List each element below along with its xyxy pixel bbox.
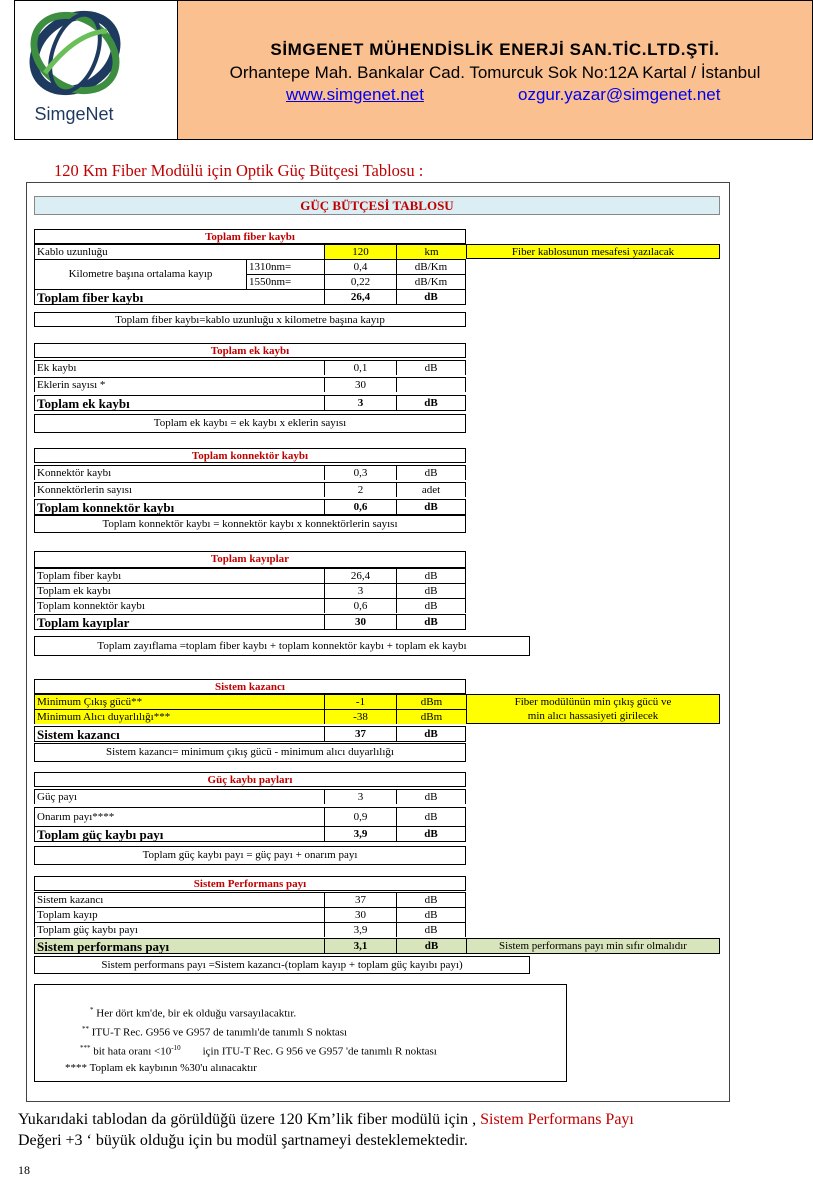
min-output-power-unit: dBm <box>396 694 466 709</box>
power-margin-value: 3 <box>324 789 396 804</box>
footnote-1-mark: * <box>90 1006 94 1014</box>
losses-splice-unit: dB <box>396 583 466 598</box>
avg-loss-label: Kilometre başına ortalama kayıp <box>34 259 246 289</box>
repair-margin-label: Onarım payı**** <box>34 807 324 826</box>
section-heading: 120 Km Fiber Modülü için Optik Güç Bütçesi Tablosu : <box>54 161 424 180</box>
footnote-4 <box>65 1062 257 1074</box>
gain-total-label: Sistem kazancı <box>34 726 324 742</box>
splice-loss-value: 0,1 <box>324 360 396 375</box>
footnote-2 <box>82 1025 347 1039</box>
perf-loss-label: Toplam kayıp <box>34 907 324 922</box>
page-number: 18 <box>18 1163 30 1177</box>
wavelength-1550-unit: dB/Km <box>396 274 466 289</box>
splice-formula: Toplam ek kaybı = ek kaybı x eklerin sayısı <box>34 414 466 433</box>
simgenet-logo-icon <box>15 3 133 103</box>
splice-loss-label: Ek kaybı <box>34 360 324 375</box>
connector-loss-value: 0,3 <box>324 465 396 480</box>
perf-gain-label: Sistem kazancı <box>34 892 324 907</box>
perf-total-note: Sistem performans payı min sıfır olmalıdır <box>466 938 720 954</box>
gain-note-line2: min alıcı hassasiyeti girilecek <box>466 709 720 724</box>
losses-fiber-value: 26,4 <box>324 568 396 583</box>
perf-total-value: 3,1 <box>324 938 396 954</box>
perf-total-unit: dB <box>396 938 466 954</box>
footnote-3-exponent: -10 <box>171 1044 181 1052</box>
footnote-3-text-b: için ITU-T Rec. G 956 ve G957 'de tanımlı R noktası <box>202 1045 437 1058</box>
losses-total-label: Toplam kayıplar <box>34 614 324 630</box>
splice-total-value: 3 <box>324 395 396 411</box>
perf-margin-unit: dB <box>396 922 466 937</box>
connector-loss-label: Konnektör kaybı <box>34 465 324 480</box>
splice-total-label: Toplam ek kaybı <box>34 395 324 411</box>
email-address[interactable]: ozgur.yazar@simgenet.net <box>518 85 721 104</box>
connector-count-unit: adet <box>396 482 466 497</box>
perf-total-label: Sistem performans payı <box>34 938 324 954</box>
fiber-formula: Toplam fiber kaybı=kablo uzunluğu x kilometre başına kayıp <box>34 312 466 327</box>
company-address: Orhantepe Mah. Bankalar Cad. Tomurcuk Sok No:12A Kartal / İstanbul <box>229 63 761 82</box>
footnote-2-text: ITU-T Rec. G956 ve G957 de tanımlı'de tanımlı S noktası <box>91 1026 348 1039</box>
perf-loss-value: 30 <box>324 907 396 922</box>
min-receiver-sensitivity-label: Minimum Alıcı duyarlılığı*** <box>34 709 324 724</box>
footnotes-box <box>34 984 567 1082</box>
company-info <box>178 1 812 139</box>
losses-formula: Toplam zayıflama =toplam fiber kaybı + toplam konnektör kaybı + toplam ek kaybı <box>34 636 530 656</box>
fiber-total-label: Toplam fiber kaybı <box>34 289 324 305</box>
wavelength-1550-value: 0,22 <box>324 274 396 289</box>
cable-length-note: Fiber kablosunun mesafesi yazılacak <box>466 244 720 259</box>
wavelength-1310: 1310nm= <box>246 259 324 274</box>
table-title: GÜÇ BÜTÇESİ TABLOSU <box>34 196 720 215</box>
cable-length-unit: km <box>396 244 466 259</box>
wavelength-1310-value: 0,4 <box>324 259 396 274</box>
gain-total-value: 37 <box>324 726 396 742</box>
losses-fiber-unit: dB <box>396 568 466 583</box>
gain-section-title: Sistem kazancı <box>34 679 466 694</box>
margin-section-title: Güç kaybı payları <box>34 772 466 787</box>
min-output-power-label: Minimum Çıkış gücü** <box>34 694 324 709</box>
gain-note-line1: Fiber modülünün min çıkış gücü ve <box>466 694 720 709</box>
footnote-3 <box>80 1044 437 1058</box>
losses-total-unit: dB <box>396 614 466 630</box>
connector-count-value: 2 <box>324 482 396 497</box>
losses-total-value: 30 <box>324 614 396 630</box>
losses-connector-unit: dB <box>396 598 466 613</box>
margin-total-label: Toplam güç kaybı payı <box>34 826 324 842</box>
min-output-power-value: -1 <box>324 694 396 709</box>
losses-splice-label: Toplam ek kaybı <box>34 583 324 598</box>
fiber-section-title: Toplam fiber kaybı <box>34 229 466 244</box>
footnote-3-mark: *** <box>80 1044 91 1052</box>
power-margin-unit: dB <box>396 789 466 804</box>
letterhead <box>14 0 813 140</box>
losses-fiber-label: Toplam fiber kaybı <box>34 568 324 583</box>
footnote-1 <box>90 1006 296 1020</box>
min-receiver-sensitivity-unit: dBm <box>396 709 466 724</box>
losses-section-title: Toplam kayıplar <box>34 551 466 568</box>
margin-total-unit: dB <box>396 826 466 842</box>
conclusion-line-2: Değeri +3 ‘ büyük olduğu için bu modül şartnameyi desteklemektedir. <box>18 1132 468 1149</box>
fiber-total-unit: dB <box>396 289 466 305</box>
margin-formula: Toplam güç kaybı payı = güç payı + onarım payı <box>34 846 466 865</box>
wavelength-1550: 1550nm= <box>246 274 324 289</box>
connector-total-label: Toplam konnektör kaybı <box>34 499 324 515</box>
connector-formula: Toplam konnektör kaybı = konnektör kaybı x konnektörlerin sayısı <box>34 515 466 533</box>
perf-gain-unit: dB <box>396 892 466 907</box>
losses-connector-value: 0,6 <box>324 598 396 613</box>
website-link[interactable]: www.simgenet.net <box>286 85 424 104</box>
splice-section-title: Toplam ek kaybı <box>34 343 466 358</box>
splice-count-unit <box>396 377 466 392</box>
margin-total-value: 3,9 <box>324 826 396 842</box>
gain-total-unit: dB <box>396 726 466 742</box>
connector-total-value: 0,6 <box>324 499 396 515</box>
perf-gain-value: 37 <box>324 892 396 907</box>
perf-loss-unit: dB <box>396 907 466 922</box>
perf-section-title: Sistem Performans payı <box>34 876 466 891</box>
connector-count-label: Konnektörlerin sayısı <box>34 482 324 497</box>
splice-total-unit: dB <box>396 395 466 411</box>
conclusion-highlight: Sistem Performans Payı <box>480 1111 634 1128</box>
power-margin-label: Güç payı <box>34 789 324 804</box>
footnote-3-text-a: bit hata oranı <10 <box>93 1045 172 1058</box>
connector-section-title: Toplam konnektör kaybı <box>34 448 466 463</box>
splice-count-value: 30 <box>324 377 396 392</box>
footnote-2-mark: ** <box>82 1025 89 1033</box>
conclusion-text: Yukarıdaki tablodan da görüldüğü üzere 120 Km’lik fiber modülü için , <box>18 1111 481 1128</box>
losses-connector-label: Toplam konnektör kaybı <box>34 598 324 613</box>
footnote-4-text: Toplam ek kaybının %30'u alınacaktır <box>89 1062 257 1074</box>
connector-loss-unit: dB <box>396 465 466 480</box>
conclusion-line-1 <box>18 1111 634 1129</box>
gain-formula: Sistem kazancı= minimum çıkış gücü - minimum alıcı duyarlılığı <box>34 743 466 762</box>
perf-formula: Sistem performans payı =Sistem kazancı-(toplam kayıp + toplam güç kayıbı payı) <box>34 956 530 974</box>
losses-splice-value: 3 <box>324 583 396 598</box>
fiber-total-value: 26,4 <box>324 289 396 305</box>
connector-total-unit: dB <box>396 499 466 515</box>
footnote-1-text: Her dört km'de, bir ek olduğu varsayılacaktır. <box>96 1007 297 1020</box>
logo-text: SimgeNet <box>34 104 114 124</box>
repair-margin-value: 0,9 <box>324 807 396 826</box>
wavelength-1310-unit: dB/Km <box>396 259 466 274</box>
logo-area <box>15 1 178 139</box>
perf-margin-label: Toplam güç kaybı payı <box>34 922 324 937</box>
perf-margin-value: 3,9 <box>324 922 396 937</box>
min-receiver-sensitivity-value: -38 <box>324 709 396 724</box>
splice-loss-unit: dB <box>396 360 466 375</box>
company-name: SİMGENET MÜHENDİSLİK ENERJİ SAN.TİC.LTD.ŞTİ. <box>270 40 720 59</box>
cable-length-value: 120 <box>324 244 396 259</box>
repair-margin-unit: dB <box>396 807 466 826</box>
cable-length-label: Kablo uzunluğu <box>34 244 324 259</box>
splice-count-label: Eklerin sayısı * <box>34 377 324 392</box>
footnote-4-mark: **** <box>65 1062 87 1074</box>
